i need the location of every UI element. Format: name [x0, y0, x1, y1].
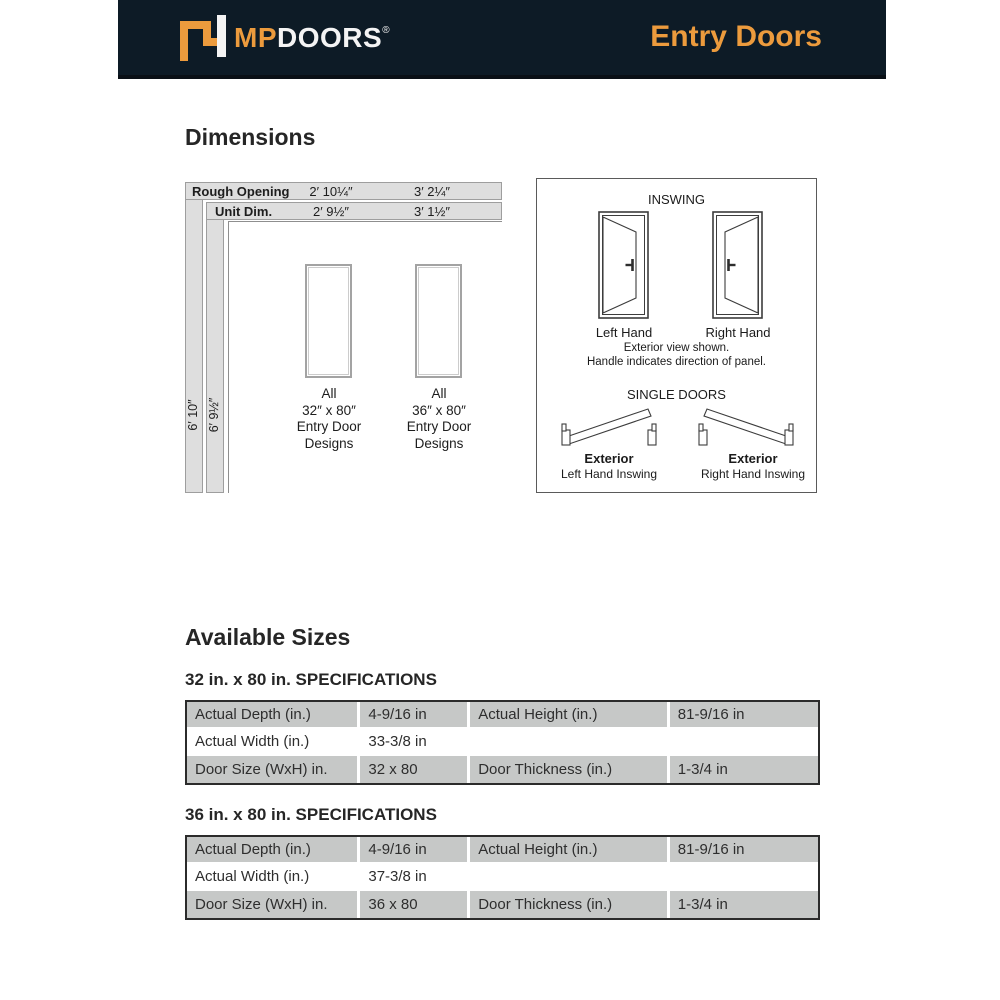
unit-dim-width-36: 3′ 1½″: [414, 204, 450, 219]
door-caption-32: [273, 386, 385, 452]
rough-opening-width-32: 2′ 10¼″: [309, 184, 353, 199]
left-hand-inswing-plan-drawing: [557, 403, 661, 449]
table-cell: Actual Depth (in.): [187, 837, 360, 864]
table-cell: 81-9/16 in: [670, 702, 818, 729]
handle-direction-note: Handle indicates direction of panel.: [586, 356, 766, 368]
brand-doors: DOORS: [277, 22, 383, 53]
table-title-32: 32 in. x 80 in. SPECIFICATIONS: [185, 670, 437, 689]
spec-table-36: [185, 835, 820, 920]
table-cell: Actual Height (in.): [470, 702, 670, 729]
right-hand-inswing-label: Right Hand Inswing: [700, 467, 806, 481]
exterior-label-right: Exterior: [728, 451, 778, 466]
table-row: [187, 891, 818, 918]
table-cell: 36 x 80: [360, 891, 470, 918]
door-caption-36: [383, 386, 495, 452]
table-row: [187, 864, 818, 891]
brand-mp: MP: [234, 22, 277, 53]
table-cell: 37-3/8 in: [360, 864, 470, 891]
registered-mark: ®: [382, 25, 391, 36]
table-cell: Door Thickness (in.): [470, 756, 670, 783]
table-row: [187, 837, 818, 864]
frame-line-vertical: [228, 221, 229, 493]
table-row: [187, 756, 818, 783]
table-cell: 33-3/8 in: [360, 729, 470, 756]
table-cell: [470, 729, 670, 756]
rough-opening-label: Rough Opening: [192, 184, 290, 199]
table-cell: Door Thickness (in.): [470, 891, 670, 918]
table-cell: 81-9/16 in: [670, 837, 818, 864]
left-hand-inswing-label: Left Hand Inswing: [560, 467, 658, 481]
unit-dim-width-32: 2′ 9½″: [313, 204, 349, 219]
table-cell: 32 x 80: [360, 756, 470, 783]
exterior-label-left: Exterior: [584, 451, 634, 466]
caption-line: Designs: [304, 435, 354, 451]
inswing-title: INSWING: [647, 192, 706, 207]
unit-dim-height-band: [206, 202, 224, 493]
caption-line: All: [321, 386, 337, 401]
exterior-view-note: Exterior view shown.: [623, 342, 730, 354]
caption-line: Designs: [414, 435, 464, 451]
rough-opening-width-36: 3′ 2¼″: [414, 184, 450, 199]
table-cell: [670, 729, 818, 756]
table-cell: [670, 864, 818, 891]
caption-line: 32″ x 80″: [302, 402, 356, 418]
table-cell: 1-3/4 in: [670, 891, 818, 918]
right-hand-inswing-plan-drawing: [694, 403, 798, 449]
unit-dim-height-value: 6′ 9½″: [207, 397, 221, 433]
caption-line: Entry Door: [296, 419, 362, 434]
unit-dim-label: Unit Dim.: [215, 204, 273, 219]
header-bar: [118, 0, 886, 79]
spec-table-32: [185, 700, 820, 785]
table-cell: 4-9/16 in: [360, 837, 470, 864]
table-title-36: 36 in. x 80 in. SPECIFICATIONS: [185, 805, 437, 824]
table-cell: Door Size (WxH) in.: [187, 891, 360, 918]
section-heading-available-sizes: Available Sizes: [185, 624, 351, 650]
right-hand-door-drawing: [712, 211, 763, 319]
table-cell: Actual Width (in.): [187, 729, 360, 756]
table-cell: [470, 864, 670, 891]
page-title: Entry Doors: [650, 20, 822, 53]
table-row: [187, 702, 818, 729]
rough-opening-height-value: 6′ 10″: [186, 399, 200, 431]
single-doors-title: SINGLE DOORS: [627, 387, 726, 402]
table-cell: Actual Width (in.): [187, 864, 360, 891]
frame-line-horizontal: [228, 221, 502, 222]
door-outline-36: [415, 264, 462, 378]
table-row: [187, 729, 818, 756]
table-cell: 1-3/4 in: [670, 756, 818, 783]
caption-line: All: [431, 386, 447, 401]
caption-line: 36″ x 80″: [412, 402, 466, 418]
inswing-diagram-box: [536, 178, 817, 493]
door-outline-32: [305, 264, 352, 378]
mpdoors-logo-icon: [180, 15, 226, 61]
section-heading-dimensions: Dimensions: [185, 124, 316, 150]
right-hand-label: Right Hand: [705, 325, 771, 340]
table-cell: 4-9/16 in: [360, 702, 470, 729]
brand-wordmark: [234, 22, 390, 54]
table-cell: Actual Height (in.): [470, 837, 670, 864]
left-hand-door-drawing: [598, 211, 649, 319]
caption-line: Entry Door: [406, 419, 472, 434]
table-cell: Actual Depth (in.): [187, 702, 360, 729]
rough-opening-height-band: [185, 182, 203, 493]
table-cell: Door Size (WxH) in.: [187, 756, 360, 783]
left-hand-label: Left Hand: [595, 325, 653, 340]
